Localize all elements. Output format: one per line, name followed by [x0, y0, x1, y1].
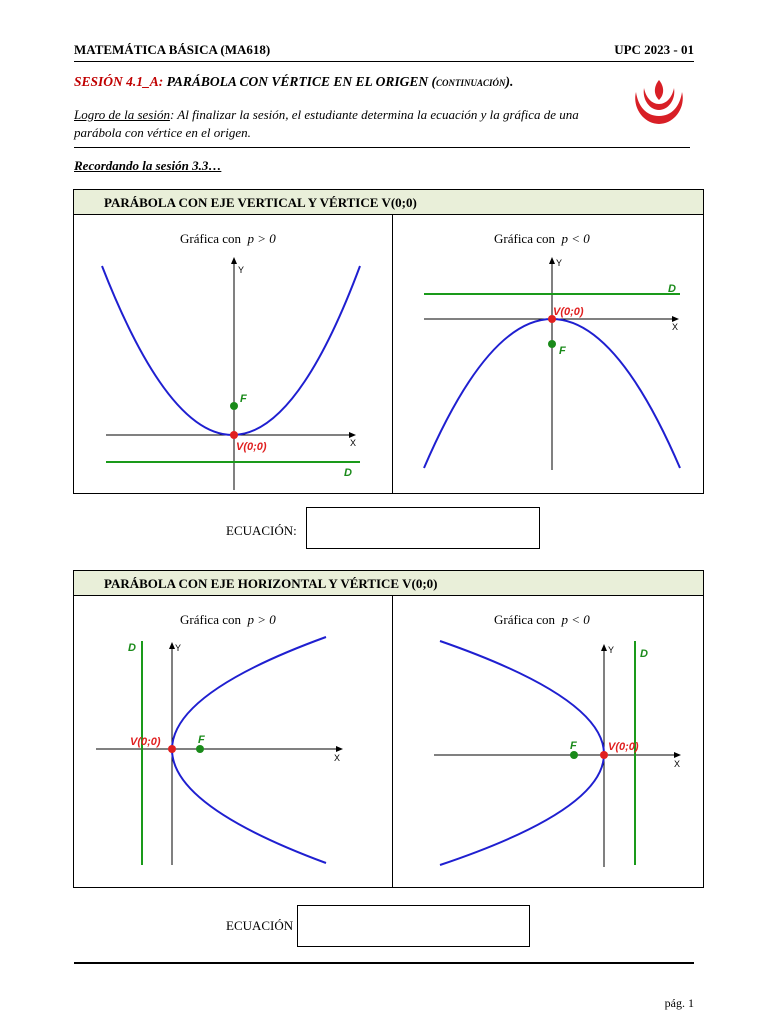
page-number: pág. 1	[664, 996, 694, 1010]
focus-label: F	[570, 740, 577, 752]
focus-label: F	[559, 345, 566, 357]
horizontal-right-caption	[494, 612, 590, 628]
horizontal-axis-panel	[73, 570, 704, 888]
focus-point	[196, 745, 204, 753]
session-title-text: PARÁBOLA CON VÉRTICE EN EL ORIGEN (	[166, 74, 436, 89]
graph-vertical-up	[94, 254, 374, 490]
caption-text: Gráfica con	[494, 612, 555, 627]
parabola-curve	[440, 641, 604, 865]
y-label: Y	[175, 643, 182, 653]
logro-label: Logro de la sesión	[74, 107, 170, 122]
vertical-axis-panel	[73, 189, 704, 494]
focus-label: F	[240, 393, 247, 405]
ecuacion-field-2[interactable]	[297, 905, 530, 947]
header-rule	[74, 61, 694, 62]
condition-text: p < 0	[561, 231, 590, 246]
graph-horizontal-left	[404, 635, 694, 871]
x-label: X	[334, 753, 341, 763]
y-label: Y	[238, 265, 245, 275]
parabola-curve	[172, 637, 326, 863]
focus-point	[230, 402, 238, 410]
upc-logo-icon	[630, 78, 688, 128]
ecuacion-label-2: ECUACIÓN	[226, 918, 294, 933]
parabola-curve	[102, 266, 360, 435]
session-title-suffix: continuación	[435, 74, 506, 89]
panel-divider	[392, 596, 393, 887]
condition-text: p > 0	[247, 612, 276, 627]
horizontal-panel-title: PARÁBOLA CON EJE HORIZONTAL Y VÉRTICE V(0;0)	[74, 571, 703, 596]
graph-vertical-down	[410, 254, 694, 490]
directrix-label: D	[344, 467, 352, 479]
y-label: Y	[608, 645, 615, 655]
y-axis-arrow-icon	[601, 644, 607, 651]
session-code: SESIÓN 4.1_A:	[74, 74, 164, 89]
horizontal-left-caption	[180, 612, 276, 628]
caption-text: Gráfica con	[180, 231, 241, 246]
logro-text	[74, 106, 614, 142]
footer-rule	[74, 962, 694, 964]
recordando-heading: Recordando la sesión 3.3…	[74, 158, 222, 173]
vertex-label: V(0;0)	[130, 736, 161, 748]
caption-text: Gráfica con	[180, 612, 241, 627]
vertex-point	[600, 751, 608, 759]
course-title: MATEMÁTICA BÁSICA (MA618)	[74, 42, 271, 57]
logro-rule	[74, 147, 690, 148]
vertical-left-caption	[180, 231, 276, 247]
focus-point	[548, 340, 556, 348]
ecuacion-label-1: ECUACIÓN:	[226, 523, 297, 538]
session-title	[74, 74, 513, 90]
vertex-point	[230, 431, 238, 439]
caption-text: Gráfica con	[494, 231, 555, 246]
term-label: UPC 2023 - 01	[614, 42, 694, 57]
condition-text: p < 0	[561, 612, 590, 627]
vertex-label: V(0;0)	[553, 306, 584, 318]
directrix-label: D	[640, 648, 648, 660]
focus-point	[570, 751, 578, 759]
y-axis-arrow-icon	[549, 257, 555, 264]
vertical-right-caption	[494, 231, 590, 247]
x-label: X	[674, 759, 681, 769]
graph-horizontal-right	[88, 635, 378, 871]
y-label: Y	[556, 258, 563, 268]
panel-divider	[392, 215, 393, 493]
vertex-point	[168, 745, 176, 753]
x-axis-arrow-icon	[336, 746, 343, 752]
y-axis-arrow-icon	[231, 257, 237, 264]
x-label: X	[350, 438, 357, 448]
directrix-label: D	[128, 642, 136, 654]
focus-label: F	[198, 734, 205, 746]
session-title-end: ).	[505, 74, 514, 89]
ecuacion-field-1[interactable]	[306, 507, 540, 549]
vertex-label: V(0;0)	[608, 741, 639, 753]
directrix-label: D	[668, 283, 676, 295]
x-axis-arrow-icon	[674, 752, 681, 758]
logro-body: : Al finalizar la sesión, el estudiante determina la ecuación y la gráfica de una parábola con vértice en el origen.	[74, 107, 579, 140]
vertical-panel-title: PARÁBOLA CON EJE VERTICAL Y VÉRTICE V(0;0)	[74, 190, 703, 215]
vertex-label: V(0;0)	[236, 441, 267, 453]
condition-text: p > 0	[247, 231, 276, 246]
x-label: X	[672, 322, 679, 332]
